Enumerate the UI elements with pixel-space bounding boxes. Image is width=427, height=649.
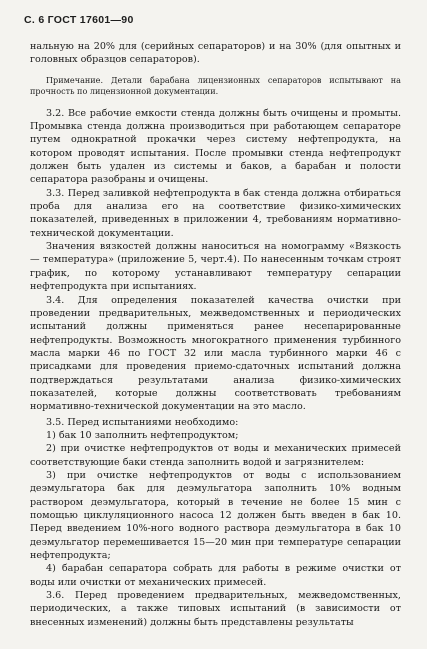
page-header: С. 6 ГОСТ 17601—90 xyxy=(24,14,134,26)
paragraph-3-3: 3.3. Перед заливкой нефтепродукта в бак стенда должна отбираться проба для анализа его на соответствие физико-химических показателей, приведенных в приложении 4, требованиям нормативно-технической документации. xyxy=(30,187,401,239)
paragraph-continuation: нальную на 20% для (серийных сепараторов) и на 30% (для опытных и головных образцов сепараторов). xyxy=(30,41,401,66)
list-item-2: 2) при очистке нефтепродуктов от воды и механических примесей соответствующие баки стенда заполнить водой и загрязнителем: xyxy=(30,443,401,468)
paragraph-viscosity: Значения вязкостей должны наноситься на номограмму «Вязкость — температура» (приложение 5, черт.4). По нанесенным точкам строят график, по которому устанавливают температуру сепарации нефтепродукта при испытаниях. xyxy=(30,241,401,293)
paragraph-3-4: 3.4. Для определения показателей качества очистки при проведении предварительных, межведомственных и периодических испытаний должны применяться ранее несепарированные нефтепродукты. Возможность многократного применения турбинного масла марки 46 по ГОСТ 32 или масла турбинного марки 46 с присадками для проведения приемо-сдаточных испытаний должна подтверждаться результатами анализа физико-химических показателей, которые должны соответствовать требованиям нормативно-технической документации на это масло. xyxy=(30,294,401,413)
list-item-4: 4) барабан сепаратора собрать для работы в режиме очистки от воды или очистки от механических примесей. xyxy=(30,563,401,588)
note-paragraph: Примечание. Детали барабана лицензионных сепараторов испытывают на прочность по лицензионной документации. xyxy=(30,74,401,96)
paragraph-3-6: 3.6. Перед проведением предварительных, межведомственных, периодических, а также типовых испытаний (в зависимости от внесенных изменений) должны быть представлены результаты xyxy=(30,590,401,628)
paragraph-3-2: 3.2. Все рабочие емкости стенда должны быть очищены и промыты. Промывка стенда должна производиться при работающем сепараторе путем однократной прокачки через систему нефтепродукта, на котором проводят испытания. После промывки стенда нефтепродукт должен быть удален из системы и баков, а барабан и полости сепаратора разобраны и очищены. xyxy=(30,107,401,186)
list-item-3: 3) при очистке нефтепродуктов от воды с использованием деэмульгатора бак для деэмульгатора заполнить 10% водным раствором деэмульгатора, который в течение не более 15 мин с помощью циклуляционного насоса 12 должен быть введен в бак 10. Перед введением 10%-ного водного раствора деэмульгатора в бак 10 деэмульгатор перемешивается 15—20 мин при температуре сепарации нефтепродукта; xyxy=(30,469,401,562)
paragraph-3-5: 3.5. Перед испытаниями необходимо: xyxy=(46,416,239,428)
list-item-1: 1) бак 10 заполнить нефтепродуктом; xyxy=(46,429,239,441)
